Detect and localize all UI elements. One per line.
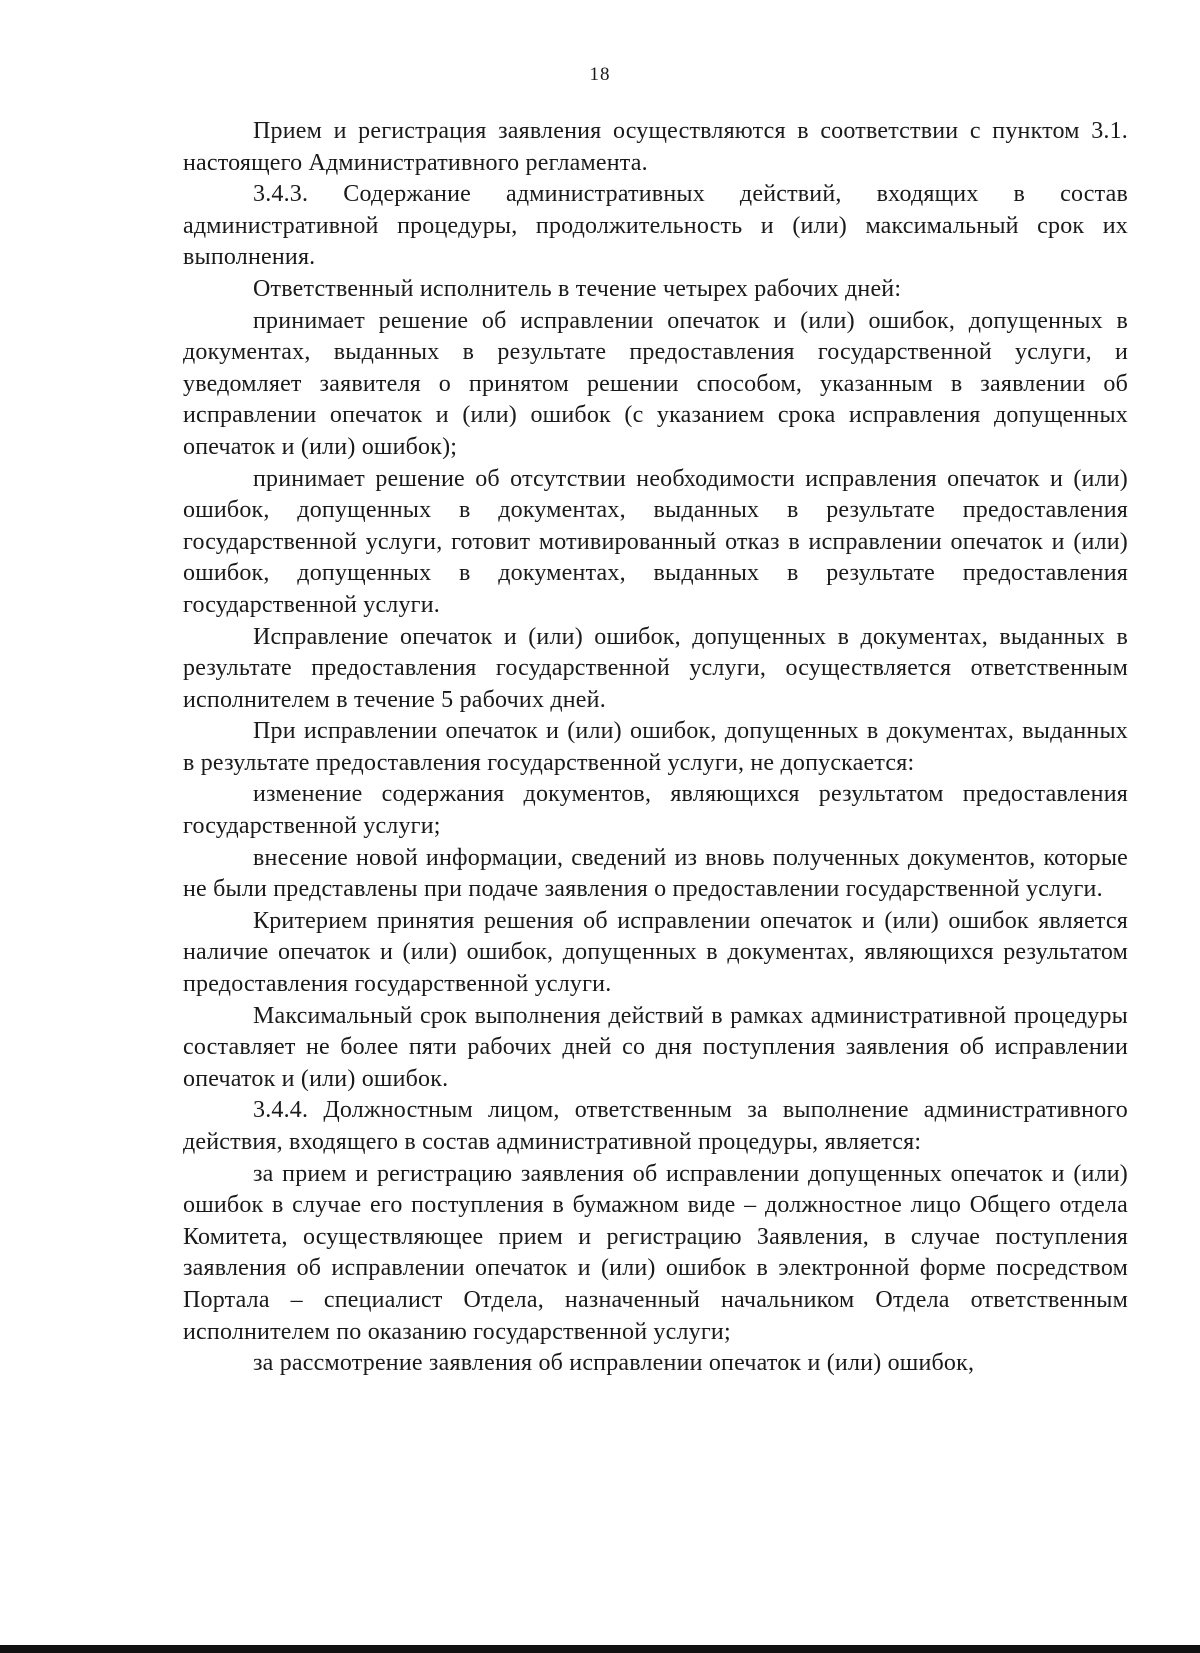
paragraph-responsible-executor: Ответственный исполнитель в течение четырех рабочих дней: — [253, 275, 902, 302]
paragraph-decision-refusal: принимает решение об отсутствии необходимости исправления опечаток и (или) ошибок, допущенных в документах, выданных в результате предоставления государственной услуги, готовит мотивированный отказ в исправлении опечаток и (или) ошибок, допущенных в документах, выданных в результате предоставления государственной услуги. — [183, 465, 1128, 618]
paragraph-reception-responsible: за прием и регистрацию заявления об исправлении допущенных опечаток и (или) ошибок в случае его поступления в бумажном виде – должностное лицо Общего отдела Комитета, осуществляющее прием и регистрацию Заявления, в случае поступления заявления об исправлении опечаток и (или) ошибок в электронной форме посредством Портала – специалист Отдела, назначенный начальником Отдела ответственным исполнителем по оказанию государственной услуги; — [183, 1160, 1128, 1345]
paragraph-not-allowed: При исправлении опечаток и (или) ошибок, допущенных в документах, выданных в результате предоставления государственной услуги, не допускается: — [183, 718, 1128, 776]
document-body — [183, 116, 1128, 1380]
paragraph-3-4-4: 3.4.4. Должностным лицом, ответственным за выполнение административного действия, входящего в состав административной процедуры, является: — [183, 1097, 1128, 1155]
paragraph-decision-correction: принимает решение об исправлении опечаток и (или) ошибок, допущенных в документах, выданных в результате предоставления государственной услуги, и уведомляет заявителя о принятом решении способом, указанным в заявлении об исправлении опечаток и (или) ошибок (с указанием срока исправления допущенных опечаток и (или) ошибок); — [183, 307, 1128, 460]
scan-bottom-edge — [0, 1645, 1200, 1653]
paragraph-registration: Прием и регистрация заявления осуществляются в соответствии с пунктом 3.1. настоящего Административного регламента. — [183, 118, 1128, 176]
paragraph-3-4-3: 3.4.3. Содержание административных действий, входящих в состав административной процедуры, продолжительность и (или) максимальный срок их выполнения. — [183, 181, 1128, 271]
paragraph-review-responsible: за рассмотрение заявления об исправлении опечаток и (или) ошибок, — [253, 1350, 975, 1377]
paragraph-criterion: Критерием принятия решения об исправлении опечаток и (или) ошибок является наличие опечаток и (или) ошибок, допущенных в документах, являющихся результатом предоставления государственной услуги. — [183, 907, 1128, 998]
page-number: 18 — [589, 64, 611, 85]
paragraph-new-information: внесение новой информации, сведений из вновь полученных документов, которые не были представлены при подаче заявления о предоставлении государственной услуги. — [183, 844, 1128, 903]
paragraph-correction-term: Исправление опечаток и (или) ошибок, допущенных в документах, выданных в результате предоставления государственной услуги, осуществляется ответственным исполнителем в течение 5 рабочих дней. — [183, 623, 1128, 713]
paragraph-max-term: Максимальный срок выполнения действий в рамках административной процедуры составляет не более пяти рабочих дней со дня поступления заявления об исправлении опечаток и (или) ошибок. — [183, 1002, 1128, 1092]
paragraph-content-change: изменение содержания документов, являющихся результатом предоставления государственной услуги; — [183, 781, 1128, 840]
